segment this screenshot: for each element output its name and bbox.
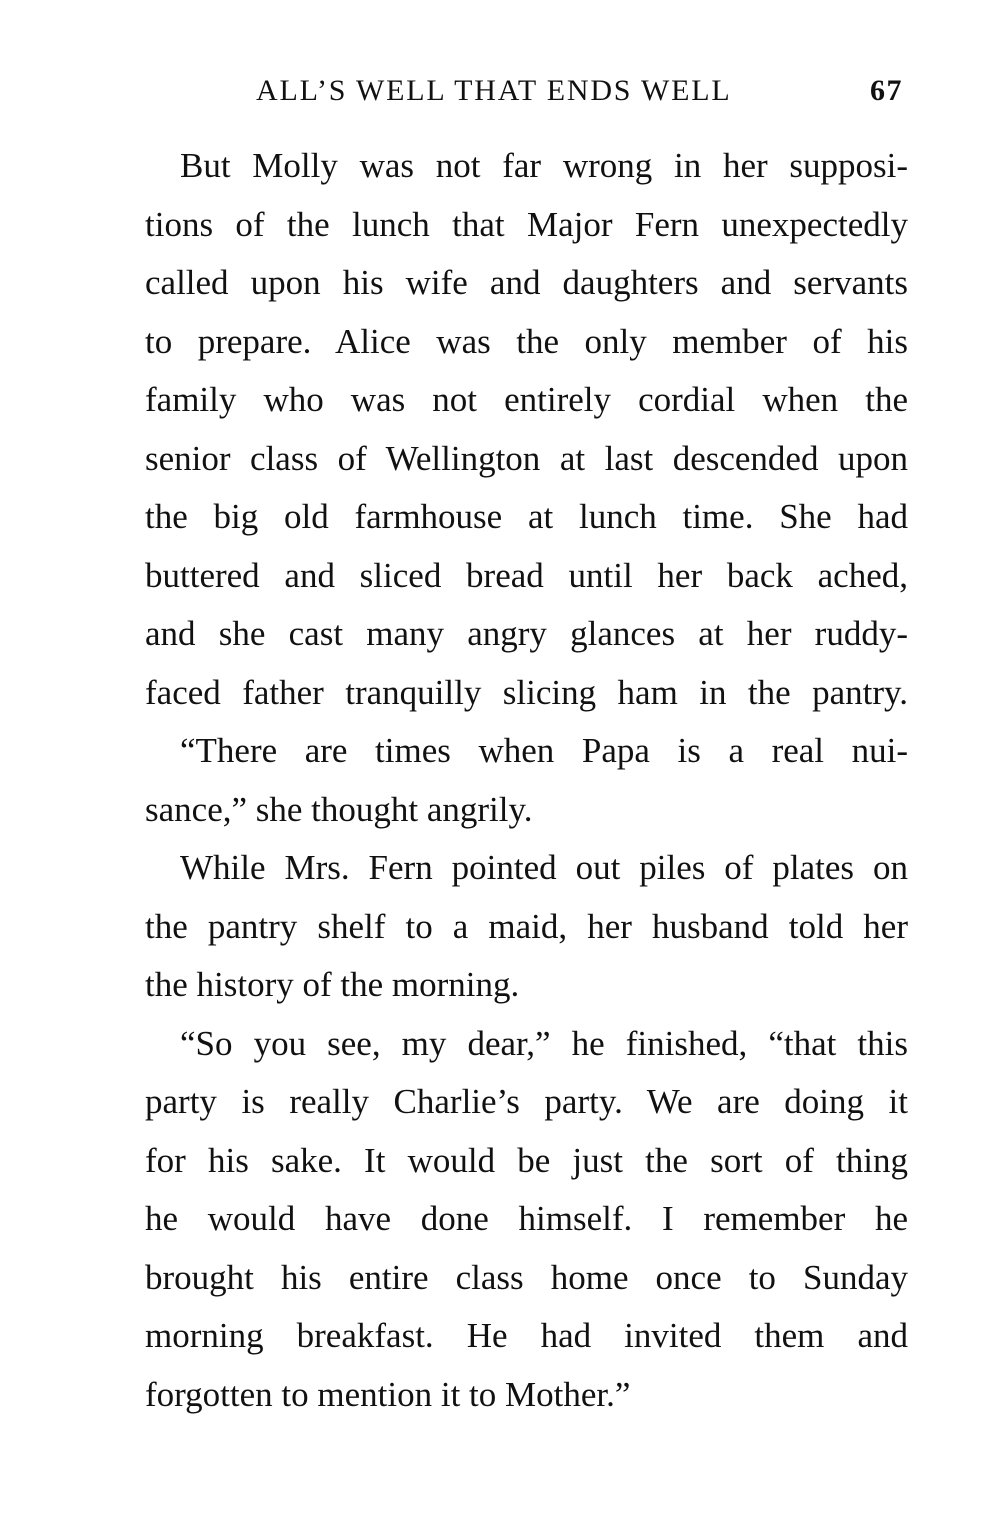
text-line: for his sake. It would be just the sort of thing <box>145 1140 908 1180</box>
text-line: “There are times when Papa is a real nui- <box>180 731 908 770</box>
page-number: 67 <box>870 74 903 107</box>
text-line: to prepare. Alice was the only member of his <box>145 321 908 361</box>
text-line: party is really Charlie’s party. We are doing it <box>145 1082 908 1121</box>
text-line: buttered and sliced bread until her back ached, <box>145 555 908 595</box>
paragraph-2 <box>145 722 908 839</box>
text-line: tions of the lunch that Major Fern unexpectedly <box>145 204 908 244</box>
paragraph-4 <box>145 1015 908 1425</box>
text-line: he would have done himself. I remember he <box>145 1199 908 1238</box>
text-line: the big old farmhouse at lunch time. She had <box>145 497 908 536</box>
text-line: the pantry shelf to a maid, her husband told her <box>145 906 908 946</box>
paragraph-3 <box>145 839 908 1015</box>
text-line: But Molly was not far wrong in her supposi- <box>180 146 908 185</box>
text-line: faced father tranquilly slicing ham in the pantry. <box>145 672 908 712</box>
text-line: called upon his wife and daughters and servants <box>145 263 908 302</box>
text-line: forgotten to mention it to Mother.” <box>145 1374 631 1414</box>
text-line: “So you see, my dear,” he finished, “that this <box>180 1023 908 1063</box>
text-line: morning breakfast. He had invited them and <box>145 1316 908 1355</box>
text-line: senior class of Wellington at last descended upon <box>145 438 908 478</box>
running-header <box>0 74 1000 118</box>
text-line: While Mrs. Fern pointed out piles of plates on <box>180 848 908 887</box>
paragraph-1 <box>145 137 908 722</box>
text-line: sance,” she thought angrily. <box>145 789 533 829</box>
body-text <box>145 137 908 1424</box>
running-title: ALL’S WELL THAT ENDS WELL <box>256 74 732 107</box>
text-line: and she cast many angry glances at her ruddy- <box>145 614 908 653</box>
text-line: the history of the morning. <box>145 965 520 1004</box>
text-line: family who was not entirely cordial when the <box>145 380 908 419</box>
text-line: brought his entire class home once to Sunday <box>145 1257 908 1297</box>
